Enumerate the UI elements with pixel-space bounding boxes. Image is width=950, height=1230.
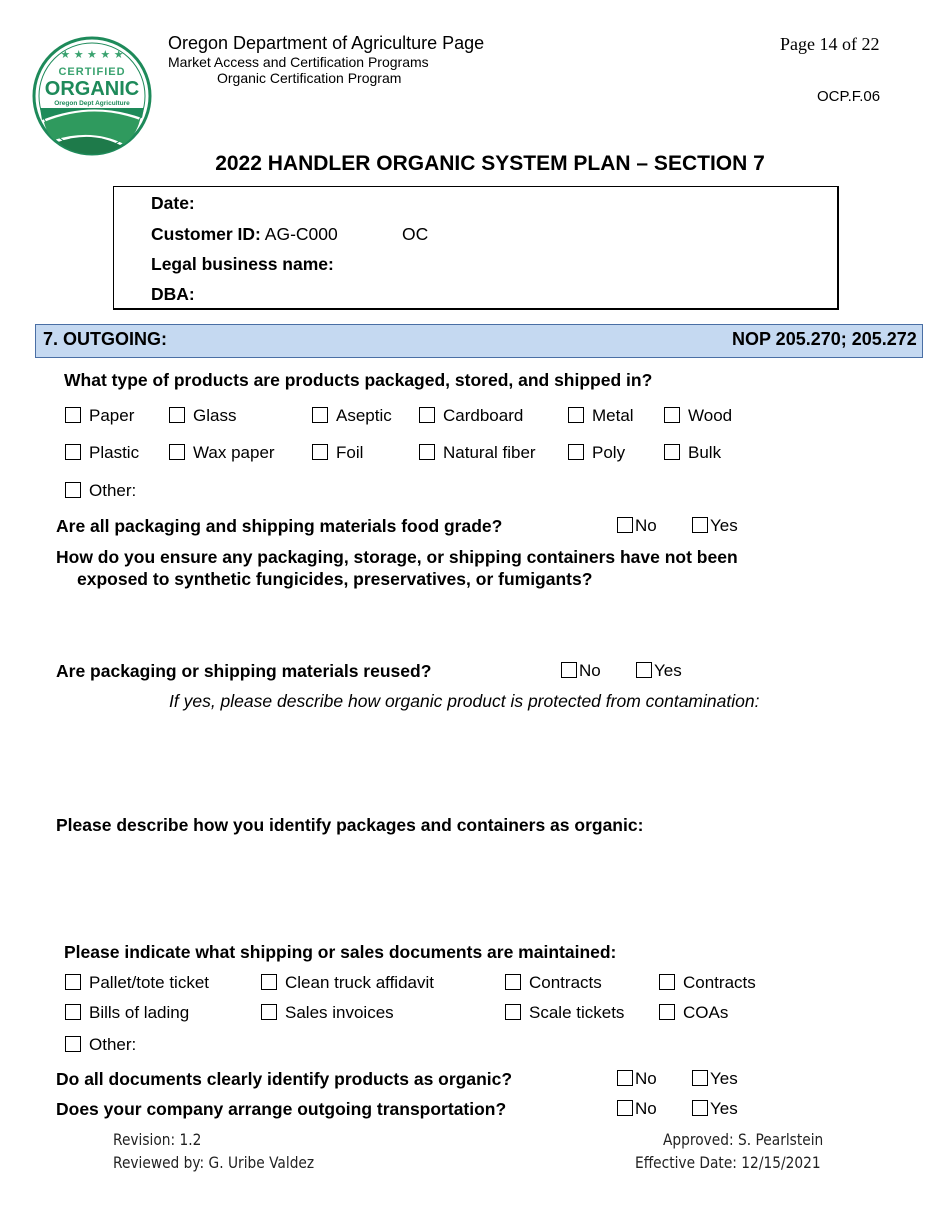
checkbox[interactable] <box>65 407 81 423</box>
header-subtitle-2: Organic Certification Program <box>217 70 402 86</box>
checkbox[interactable] <box>65 1004 81 1020</box>
doc-contracts-2[interactable] <box>659 973 756 993</box>
option-label: Plastic <box>89 443 140 462</box>
section-title: 7. OUTGOING: <box>43 329 168 349</box>
option-poly[interactable] <box>568 443 625 463</box>
option-label: No <box>635 516 657 535</box>
reused-no[interactable] <box>561 661 601 681</box>
checkbox[interactable] <box>261 1004 277 1020</box>
header-subtitle-1: Market Access and Certification Programs <box>168 54 429 70</box>
document-code: OCP.F.06 <box>817 88 881 105</box>
option-label: No <box>635 1099 657 1118</box>
option-label: Clean truck affidavit <box>285 973 434 992</box>
option-paper[interactable] <box>65 406 134 426</box>
option-label: COAs <box>683 1003 729 1022</box>
checkbox[interactable] <box>312 407 328 423</box>
option-wood[interactable] <box>664 406 732 426</box>
checkbox[interactable] <box>505 974 521 990</box>
legal-business-name-label: Legal business name: <box>151 254 334 274</box>
doc-coas[interactable] <box>659 1003 728 1023</box>
option-label: Sales invoices <box>285 1003 394 1022</box>
customer-id-label: Customer ID: <box>151 224 261 244</box>
doc-contracts-1[interactable] <box>505 973 602 993</box>
footer-reviewed-by: Reviewed by: G. Uribe Valdez <box>113 1153 315 1172</box>
checkbox[interactable] <box>505 1004 521 1020</box>
checkbox[interactable] <box>692 1070 708 1086</box>
customer-id-value: AG-C000 <box>264 224 338 244</box>
applicant-info-box <box>113 186 839 310</box>
doc-clean-truck-affidavit[interactable] <box>261 973 434 993</box>
option-label: Bulk <box>688 443 722 462</box>
option-cardboard[interactable] <box>419 406 523 426</box>
option-label: Poly <box>592 443 626 462</box>
option-label: Wax paper <box>193 443 275 462</box>
checkbox[interactable] <box>568 444 584 460</box>
identify-packages-question: Please describe how you identify packages and containers as organic: <box>56 815 644 835</box>
option-natural-fiber[interactable] <box>419 443 536 463</box>
option-label: Metal <box>592 406 634 425</box>
checkbox[interactable] <box>419 444 435 460</box>
option-wax-paper[interactable] <box>169 443 275 463</box>
checkbox[interactable] <box>261 974 277 990</box>
logo-certified-text: CERTIFIED <box>58 66 126 78</box>
option-label: Cardboard <box>443 406 524 425</box>
customer-id-row <box>151 224 338 245</box>
checkbox[interactable] <box>659 974 675 990</box>
checkbox[interactable] <box>692 1100 708 1116</box>
option-label: Yes <box>654 661 682 680</box>
doc-other[interactable] <box>65 1035 136 1055</box>
food-grade-no[interactable] <box>617 516 657 536</box>
logo-dept-text: Oregon Dept Agriculture <box>54 100 130 107</box>
checkbox[interactable] <box>659 1004 675 1020</box>
checkbox[interactable] <box>568 407 584 423</box>
page-title: 2022 HANDLER ORGANIC SYSTEM PLAN – SECTION 7 <box>215 152 765 175</box>
docs-identify-question: Do all documents clearly identify products as organic? <box>56 1069 513 1089</box>
checkbox[interactable] <box>169 407 185 423</box>
checkbox[interactable] <box>617 517 633 533</box>
option-aseptic[interactable] <box>312 406 392 426</box>
option-label: Yes <box>710 1069 738 1088</box>
option-label: Paper <box>89 406 135 425</box>
checkbox[interactable] <box>692 517 708 533</box>
checkbox[interactable] <box>636 662 652 678</box>
option-label: Yes <box>710 1099 738 1118</box>
option-label: Other: <box>89 481 137 500</box>
food-grade-yes[interactable] <box>692 516 738 536</box>
containers-question-line1: How do you ensure any packaging, storage, or shipping containers have not been <box>56 547 738 567</box>
doc-bills-of-lading[interactable] <box>65 1003 189 1023</box>
checkbox[interactable] <box>617 1100 633 1116</box>
doc-pallet-tote-ticket[interactable] <box>65 973 209 993</box>
customer-id-suffix: OC <box>402 224 429 244</box>
option-label: Scale tickets <box>529 1003 625 1022</box>
containers-question-line2: exposed to synthetic fungicides, preservatives, or fumigants? <box>77 569 593 589</box>
option-label: Bills of lading <box>89 1003 190 1022</box>
checkbox[interactable] <box>169 444 185 460</box>
reused-note: If yes, please describe how organic product is protected from contamination: <box>169 691 760 711</box>
checkbox[interactable] <box>65 444 81 460</box>
checkbox[interactable] <box>312 444 328 460</box>
dba-label: DBA: <box>151 284 195 304</box>
option-plastic[interactable] <box>65 443 139 463</box>
documents-question: Please indicate what shipping or sales documents are maintained: <box>64 942 617 962</box>
page-number: Page 14 of 22 <box>780 34 880 54</box>
checkbox[interactable] <box>65 482 81 498</box>
option-other-packaging[interactable] <box>65 481 136 501</box>
footer-revision: Revision: 1.2 <box>113 1130 202 1149</box>
option-label: No <box>635 1069 657 1088</box>
checkbox[interactable] <box>664 407 680 423</box>
option-label: Natural fiber <box>443 443 536 462</box>
option-label: Foil <box>336 443 364 462</box>
packaging-question: What type of products are products packaged, stored, and shipped in? <box>64 370 653 390</box>
checkbox[interactable] <box>664 444 680 460</box>
date-label: Date: <box>151 193 195 213</box>
header-org: Oregon Department of Agriculture Page <box>168 33 485 53</box>
reused-yes[interactable] <box>636 661 682 681</box>
option-label: No <box>579 661 601 680</box>
footer-approved: Approved: S. Pearlstein <box>663 1130 824 1149</box>
transport-no[interactable] <box>617 1099 657 1119</box>
food-grade-question: Are all packaging and shipping materials food grade? <box>56 516 503 536</box>
section-reference: NOP 205.270; 205.272 <box>732 329 917 349</box>
docs-identify-yes[interactable] <box>692 1069 738 1089</box>
option-bulk[interactable] <box>664 443 721 463</box>
option-label: Other: <box>89 1035 137 1054</box>
option-label: Yes <box>710 516 738 535</box>
checkbox[interactable] <box>65 1036 81 1052</box>
checkbox[interactable] <box>419 407 435 423</box>
logo-organic-text: ORGANIC <box>44 78 140 100</box>
option-label: Pallet/tote ticket <box>89 973 210 992</box>
docs-identify-no[interactable] <box>617 1069 657 1089</box>
checkbox[interactable] <box>65 974 81 990</box>
option-label: Contracts <box>683 973 756 992</box>
option-glass[interactable] <box>169 406 236 426</box>
certified-organic-logo <box>32 36 152 156</box>
option-label: Glass <box>193 406 237 425</box>
option-label: Contracts <box>529 973 602 992</box>
svg-text:★ ★ ★ ★ ★: ★ ★ ★ ★ ★ <box>60 48 124 61</box>
option-metal[interactable] <box>568 406 634 426</box>
doc-scale-tickets[interactable] <box>505 1003 624 1023</box>
footer-effective-date: Effective Date: 12/15/2021 <box>635 1153 821 1172</box>
doc-sales-invoices[interactable] <box>261 1003 394 1023</box>
transport-yes[interactable] <box>692 1099 738 1119</box>
reused-question: Are packaging or shipping materials reused? <box>56 661 432 681</box>
checkbox[interactable] <box>561 662 577 678</box>
option-foil[interactable] <box>312 443 363 463</box>
transport-question: Does your company arrange outgoing transportation? <box>56 1099 507 1119</box>
option-label: Aseptic <box>336 406 392 425</box>
option-label: Wood <box>688 406 733 425</box>
checkbox[interactable] <box>617 1070 633 1086</box>
